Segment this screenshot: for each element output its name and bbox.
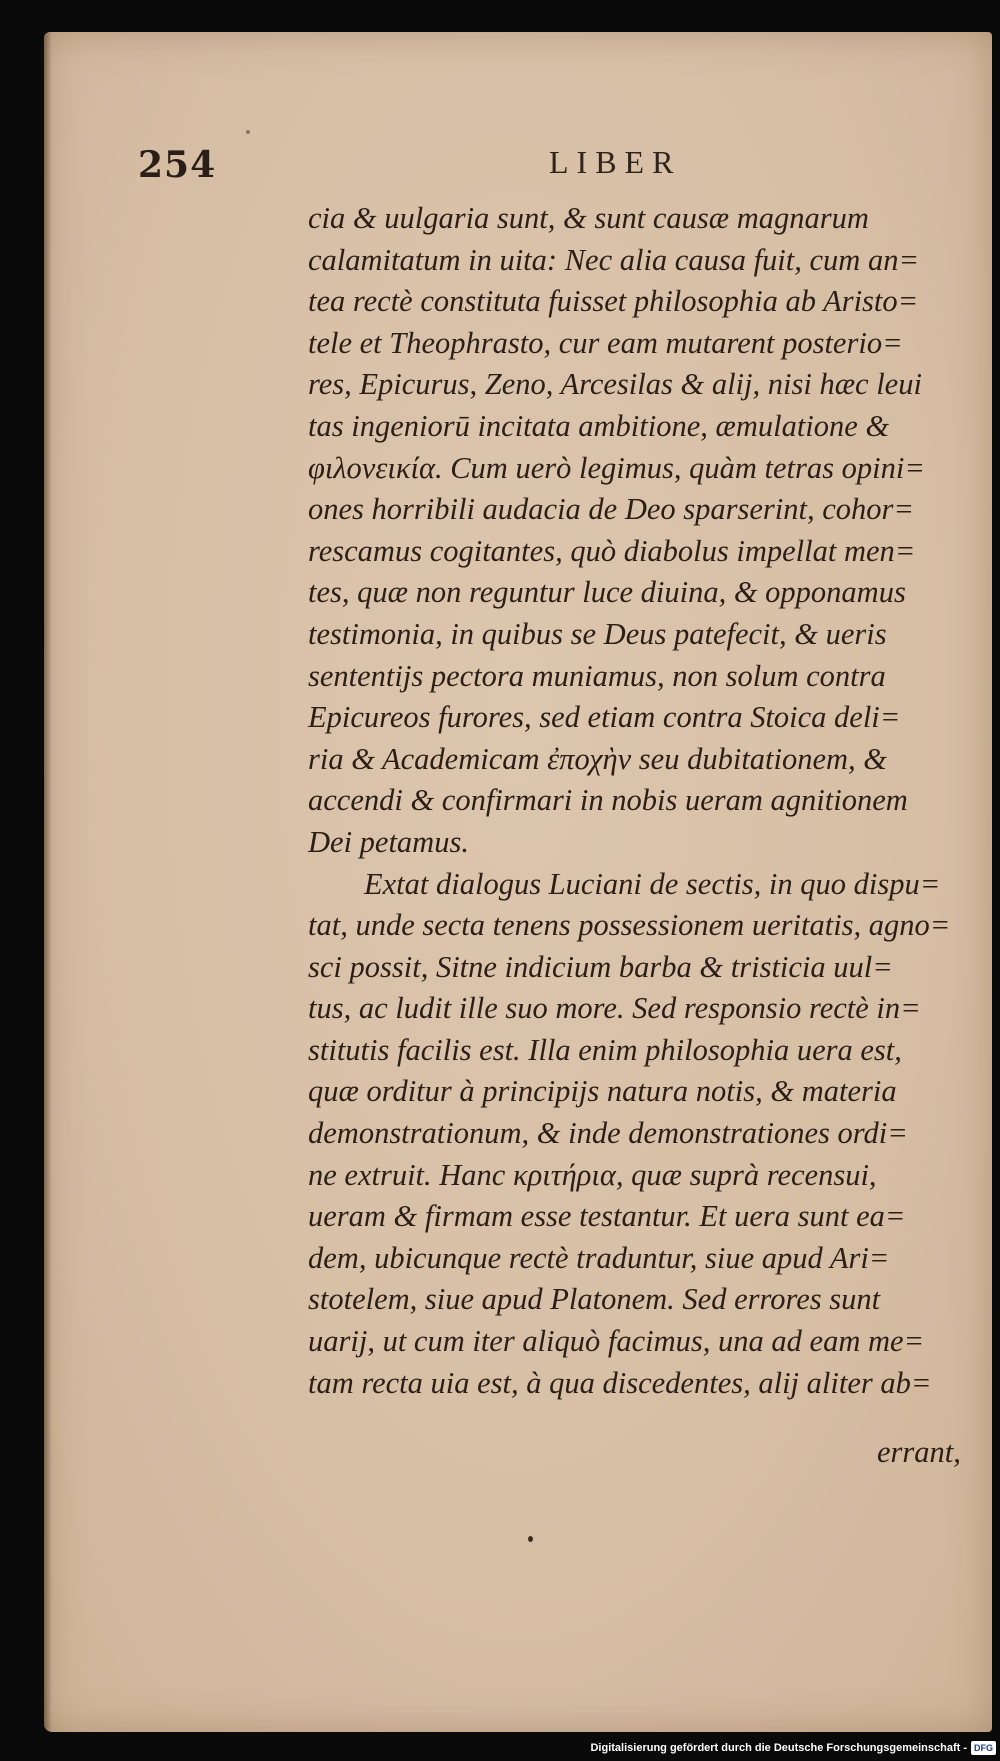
text-line: tes, quæ non reguntur luce diuina, & opponamus <box>308 575 906 610</box>
dfg-logo: DFG <box>971 1741 996 1755</box>
text-line: testimonia, in quibus se Deus patefecit, & ueris <box>308 616 887 651</box>
ink-speck <box>528 1536 533 1542</box>
text-line: tea rectè constituta fuisset philosophia ab Aristo= <box>308 284 919 319</box>
text-line: Dei petamus. <box>308 824 469 859</box>
text-line: dem, ubicunque rectè traduntur, siue apud Ari= <box>308 1240 890 1275</box>
catchword: errant, <box>877 1435 961 1469</box>
text-line: tele et Theophrasto, cur eam mutarent posterio= <box>308 325 903 360</box>
book-page <box>44 32 992 1732</box>
text-line: calamitatum in uita: Nec alia causa fuit, cum an= <box>308 242 920 277</box>
text-line: φιλονεικία. Cum uerò legimus, quàm tetras opini= <box>308 450 925 485</box>
text-line: tus, ac ludit ille suo more. Sed responsio rectè in= <box>308 991 921 1026</box>
text-line: tam recta uia est, à qua discedentes, alij aliter ab= <box>308 1365 932 1400</box>
page-edge <box>44 32 52 1732</box>
text-line: cia & uulgaria sunt, & sunt causæ magnarum <box>308 201 869 235</box>
footer-credit: Digitalisierung gefördert durch die Deutsche Forschungsgemeinschaft - <box>590 1742 967 1754</box>
text-line: tas ingeniorū incitata ambitione, æmulatione & <box>308 408 890 443</box>
text-line: uarij, ut cum iter aliquò facimus, una ad eam me= <box>308 1324 925 1359</box>
text-line: stitutis facilis est. Illa enim philosophia uera est, <box>308 1032 902 1067</box>
text-line: quæ orditur à principijs natura notis, & materia <box>308 1074 897 1109</box>
text-line: stotelem, siue apud Platonem. Sed errores sunt <box>308 1282 881 1317</box>
text-line: Extat dialogus Luciani de sectis, in quo dispu= <box>364 866 941 901</box>
running-head: LIBER <box>549 144 682 180</box>
text-line: rescamus cogitantes, quò diabolus impellat men= <box>308 533 916 568</box>
body-text <box>308 198 988 1404</box>
text-line: accendi & confirmari in nobis ueram agnitionem <box>308 783 908 818</box>
ink-speck <box>246 130 250 134</box>
page-number: 254 <box>138 144 217 186</box>
text-line: tat, unde secta tenens possessionem ueritatis, agno= <box>308 908 951 943</box>
text-line: sci possit, Sitne indicium barba & tristicia uul= <box>308 949 893 984</box>
text-line: ne extruit. Hanc κριτήρια, quæ suprà recensui, <box>308 1157 877 1192</box>
text-line: res, Epicurus, Zeno, Arcesilas & alij, nisi hæc leui <box>308 367 922 402</box>
digitization-footer <box>590 1737 996 1759</box>
text-line: ueram & firmam esse testantur. Et uera sunt ea= <box>308 1199 906 1234</box>
text-line: demonstrationum, & inde demonstrationes ordi= <box>308 1116 908 1151</box>
text-line: Epicureos furores, sed etiam contra Stoica deli= <box>308 700 901 735</box>
text-line: ria & Academicam ἐποχὴν seu dubitationem, & <box>308 741 888 776</box>
text-line: ones horribili audacia de Deo sparserint, cohor= <box>308 492 914 527</box>
text-line: sententijs pectora muniamus, non solum contra <box>308 658 886 693</box>
